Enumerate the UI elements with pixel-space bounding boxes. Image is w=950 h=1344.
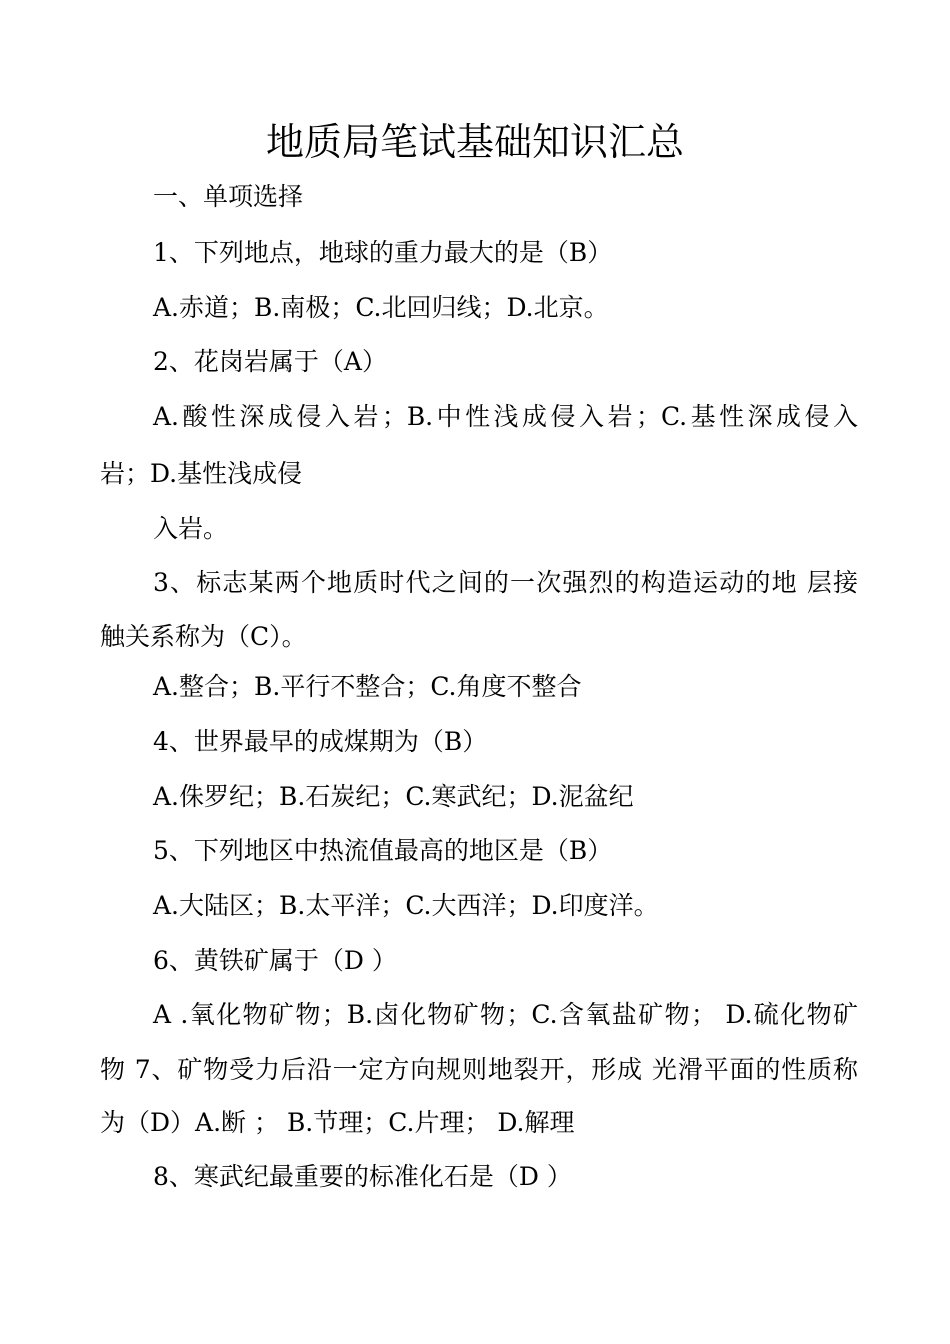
question-2: 2、花岗岩属于（A） xyxy=(153,347,387,376)
question-4: 4、世界最早的成煤期为（B） xyxy=(153,727,488,756)
section-heading: 一、单项选择 xyxy=(153,182,304,211)
options-5: A.大陆区；B.太平洋；C.大西洋；D.印度洋。 xyxy=(153,891,659,920)
question-7-line-1: 物 7、矿物受力后沿一定方向规则地裂开，形成 光滑平面的性质称 xyxy=(100,1055,858,1084)
options-2-line-3: 入岩。 xyxy=(153,514,229,543)
question-8: 8、寒武纪最重要的标准化石是（D ） xyxy=(153,1162,572,1191)
options-2-line-2: 岩；D.基性浅成侵 xyxy=(100,459,303,488)
options-4: A.侏罗纪；B.石炭纪；C.寒武纪；D.泥盆纪 xyxy=(153,782,634,811)
question-6: 6、黄铁矿属于（D ） xyxy=(153,946,397,975)
question-3-line-1: 3、标志某两个地质时代之间的一次强烈的构造运动的地 层接 xyxy=(153,568,858,597)
options-2-line-1: A.酸性深成侵入岩；B.中性浅成侵入岩；C.基性深成侵入 xyxy=(153,402,858,431)
question-7-line-2: 为（D）A.断 ； B.节理；C.片理； D.解理 xyxy=(100,1108,575,1137)
document-title: 地质局笔试基础知识汇总 xyxy=(265,120,684,164)
options-3: A.整合；B.平行不整合；C.角度不整合 xyxy=(153,672,582,701)
options-6: A .氧化物矿物；B.卤化物矿物；C.含氧盐矿物； D.硫化物矿 xyxy=(153,1000,858,1029)
question-3-line-2: 触关系称为（C）。 xyxy=(100,622,307,651)
question-1: 1、下列地点，地球的重力最大的是（B） xyxy=(153,238,613,267)
question-5: 5、下列地区中热流值最高的地区是（B） xyxy=(153,836,613,865)
options-1: A.赤道；B.南极；C.北回归线；D.北京。 xyxy=(153,293,609,322)
